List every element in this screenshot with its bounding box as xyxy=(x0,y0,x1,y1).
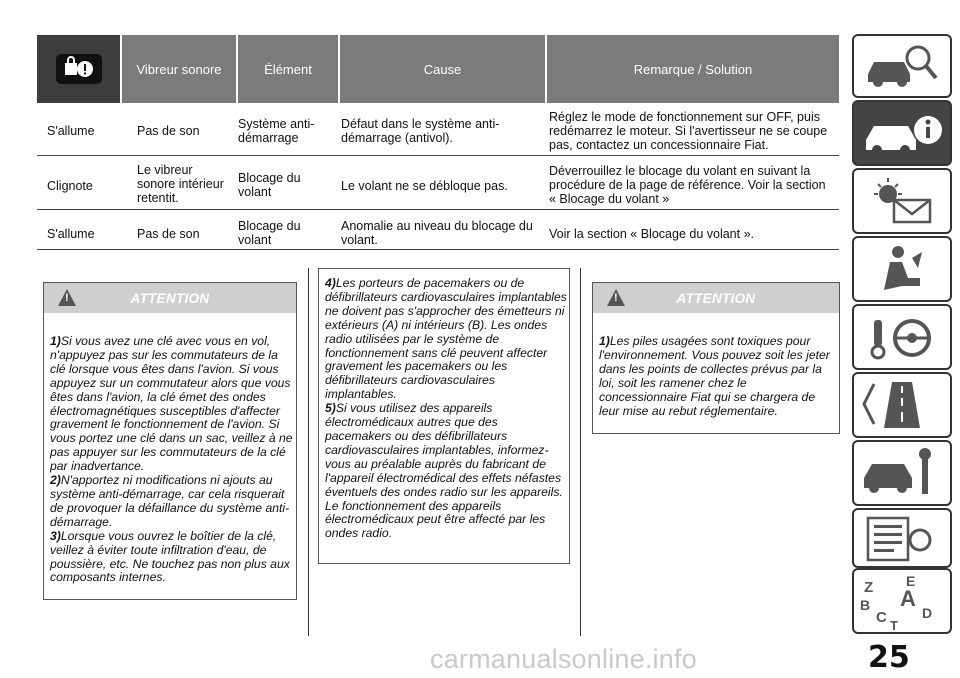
table-header xyxy=(37,35,839,103)
column-divider xyxy=(308,268,309,636)
row1-cause: Défaut dans le système anti-démarrage (antivol). xyxy=(341,117,500,145)
column-divider xyxy=(580,268,581,636)
note-text: Les piles usagées sont toxiques pour l'environnement. Vous pouvez soit les jeter dans les points de collectes prévus par la loi, soit les ramener chez le concessionnaire Fiat qui se chargera de leur mise au rebut réglementaire. xyxy=(599,334,830,418)
note-number: 1) xyxy=(50,334,61,348)
row1-element: Système anti-démarrage xyxy=(238,117,315,145)
warning-triangle-icon xyxy=(607,289,625,306)
tab-airbag-seat[interactable] xyxy=(852,236,952,302)
attention-header xyxy=(593,283,839,313)
alphabet-index-icon xyxy=(854,570,950,632)
row2-cause: Le volant ne se débloque pas. xyxy=(341,179,508,193)
car-service-icon xyxy=(854,442,950,504)
road-icon xyxy=(854,374,950,436)
lock-warning-icon xyxy=(56,54,102,84)
svg-text:C: C xyxy=(876,609,887,626)
note-number: 2) xyxy=(50,473,61,488)
tab-alphabet-index[interactable] xyxy=(852,568,952,634)
tab-key-steering[interactable] xyxy=(852,304,952,370)
note-number: 5) xyxy=(325,401,336,416)
lock-warning-header xyxy=(37,35,120,103)
note-text: Si vous avez une clé avec vous en vol, n'appuyez pas sur les commutateurs de la clé lorsque vous êtes dans l'avion. Si vous appuyez sur un commutateur alors que vous êtes dans l'avion, la clé émet des ondes électromagnétiques susceptibles d'affecter gravement le fonctionnement de l'avion. Si vous portez une clé dans un sac, veillez à ne pas appuyer sur les commutateurs de la clé par inadvertance. xyxy=(50,334,293,474)
svg-text:Z: Z xyxy=(864,579,874,596)
row2-remarque: Déverrouillez le blocage du volant en suivant la procédure de la page de référence. Voir la section « Blocage du volant » xyxy=(549,164,826,206)
row-divider xyxy=(37,249,839,250)
note-number: 4) xyxy=(325,276,336,290)
specs-list-icon xyxy=(854,510,950,566)
row1-status: S'allume xyxy=(47,124,95,138)
note-text: N'apportez ni modifications ni ajouts au système anti-démarrage, car cela risquerait de provoquer la défaillance du système anti-démarrage. xyxy=(50,473,290,529)
warning-triangle-icon xyxy=(58,289,76,306)
attention-box-middle xyxy=(318,268,570,564)
svg-text:T: T xyxy=(890,618,898,632)
row-divider xyxy=(37,155,839,156)
row3-status: S'allume xyxy=(47,227,95,241)
row3-cause: Anomalie au niveau du blocage du volant. xyxy=(341,219,533,247)
row-divider xyxy=(37,209,839,210)
watermark: carmanualsonline.info xyxy=(430,644,697,674)
svg-text:D: D xyxy=(922,605,933,621)
tab-car-info[interactable] xyxy=(852,100,952,166)
tab-warning-lights[interactable] xyxy=(852,168,952,234)
row3-vibreur: Pas de son xyxy=(137,227,200,241)
header-vibreur: Vibreur sonore xyxy=(122,35,236,103)
car-search-icon xyxy=(854,36,950,96)
svg-text:B: B xyxy=(860,597,871,613)
tab-specs-list[interactable] xyxy=(852,508,952,568)
row3-remarque: Voir la section « Blocage du volant ». xyxy=(549,227,754,241)
row1-vibreur: Pas de son xyxy=(137,124,200,138)
svg-text:E: E xyxy=(906,573,916,589)
key-steering-icon xyxy=(854,306,950,368)
note-number: 3) xyxy=(50,528,61,543)
row2-element: Blocage du volant xyxy=(238,171,301,199)
row2-vibreur: Le vibreur sonore intérieur retentit. xyxy=(137,163,224,205)
header-cause: Cause xyxy=(340,35,545,103)
attention-box-right xyxy=(592,282,840,434)
attention-box-left xyxy=(43,282,297,600)
svg-text:A: A xyxy=(900,586,916,611)
attention-title: ATTENTION xyxy=(676,290,756,306)
tab-car-service[interactable] xyxy=(852,440,952,506)
note-text: Si vous utilisez des appareils électromédicaux autres que des pacemakers ou des défibrillateurs cardiovasculaires implantables, informez-vous au préalable auprès du fabricant de l'appareil électromédical des effets néfastes éventuels des ondes radio sur les appareils. Le fonctionnement des appareils électromédicaux peut être affecté par les ondes radio. xyxy=(325,401,563,541)
row2-status: Clignote xyxy=(47,179,93,193)
page-number: 25 xyxy=(868,640,910,675)
attention-header xyxy=(44,283,296,313)
warning-lights-icon xyxy=(854,170,950,232)
tab-car-search[interactable] xyxy=(852,34,952,98)
header-remarque: Remarque / Solution xyxy=(547,35,839,103)
row1-remarque: Réglez le mode de fonctionnement sur OFF, puis redémarrez le moteur. Si l'avertisseur ne se coupe pas, contactez un concessionnaire Fiat. xyxy=(549,110,828,152)
header-element: Élément xyxy=(238,35,338,103)
attention-text xyxy=(50,335,294,585)
attention-text xyxy=(325,277,567,541)
note-number: 1) xyxy=(599,334,610,348)
car-info-icon xyxy=(854,102,950,164)
note-text: Lorsque vous ouvrez le boîtier de la clé, veillez à éviter toute infiltration d'eau, de poussière, etc. Ne touchez pas non plus aux composants internes. xyxy=(50,528,290,585)
note-text: Les porteurs de pacemakers ou de défibrillateurs cardiovasculaires implantables ne doivent pas s'approcher des émetteurs ni extérieurs (A) ni intérieurs (B). Les ondes radio utilisées par le système de fonctionnement sans clé peuvent affecter gravement les pacemakers ou les défibrillateurs cardiovasculaires implantables. xyxy=(325,276,567,402)
attention-text xyxy=(599,335,837,418)
attention-title: ATTENTION xyxy=(130,290,210,306)
row3-element: Blocage du volant xyxy=(238,219,301,247)
tab-road[interactable] xyxy=(852,372,952,438)
airbag-seat-icon xyxy=(854,238,950,300)
